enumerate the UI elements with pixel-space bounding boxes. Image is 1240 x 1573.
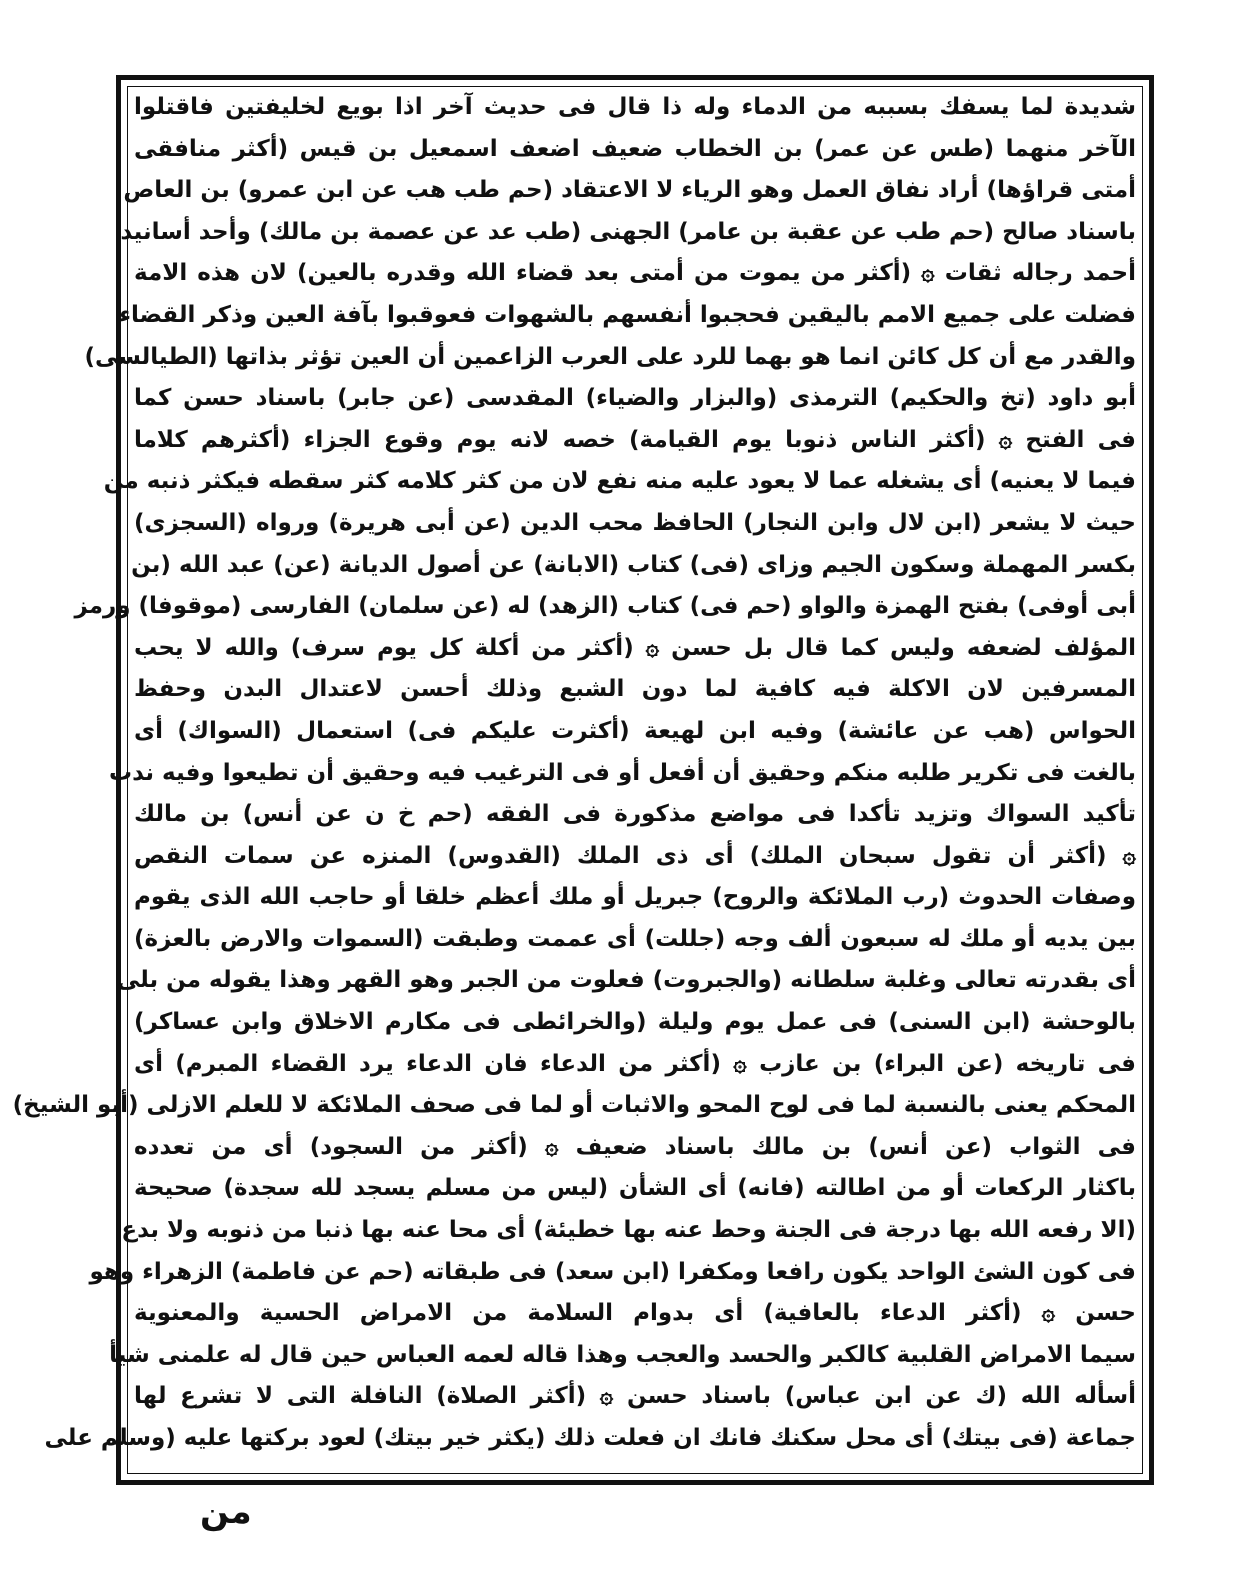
- catchword: من: [200, 1492, 252, 1532]
- text-line: تأكيد السواك وتزيد تأكدا فى مواضع مذكورة فى الفقه (حم خ ن عن أنس) بن مالك: [134, 801, 1136, 828]
- text-line: (الا رفعه الله بها درجة فى الجنة وحط عنه بها خطيئة) أى محا عنه بها ذنبا من ذنوبه ولا بدع: [121, 1217, 1136, 1244]
- text-line: الآخر منهما (طس عن عمر) بن الخطاب ضعيف اضعف اسمعيل بن قيس (أكثر منافقى: [134, 135, 1136, 162]
- text-line: أحمد رجاله ثقات ۞ (أكثر من يموت من أمتى بعد قضاء الله وقدره بالعين) لان هذه الامة: [134, 260, 1136, 287]
- text-line: فى الفتح ۞ (أكثر الناس ذنوبا يوم القيامة) خصه لانه يوم وقوع الجزاء (أكثرهم كلاما: [134, 426, 1136, 453]
- text-line: وصفات الحدوث (رب الملائكة والروح) جبريل أو ملك أعظم خلقا أو حاجب الله الذى يقوم: [134, 884, 1136, 911]
- text-line: أبى أوفى) بفتح الهمزة والواو (حم فى) كتاب (الزهد) له (عن سلمان) الفارسى (موقوفا) ورمز: [74, 593, 1136, 620]
- text-line: أى بقدرته تعالى وغلبة سلطانه (والجبروت) فعلوت من الجبر وهو القهر وهذا يقوله من بلى: [116, 967, 1136, 994]
- text-line: حسن ۞ (أكثر الدعاء بالعافية) أى بدوام السلامة من الامراض الحسية والمعنوية: [134, 1300, 1136, 1327]
- text-line: والقدر مع أن كل كائن انما هو بهما للرد على العرب الزاعمين أن العين تؤثر بذاتها (الطيالسى): [84, 343, 1136, 370]
- text-line: فى تاريخه (عن البراء) بن عازب ۞ (أكثر من الدعاء فان الدعاء يرد القضاء المبرم) أى: [134, 1050, 1136, 1077]
- text-line: أبو داود (تخ والحكيم) الترمذى (والبزار والضياء) المقدسى (عن جابر) باسناد حسن كما: [134, 385, 1136, 412]
- text-line: المؤلف لضعفه وليس كما قال بل حسن ۞ (أكثر من أكلة كل يوم سرف) والله لا يحب: [134, 634, 1136, 661]
- main-text: [12, 87, 1136, 1460]
- text-line: ۞ (أكثر أن تقول سبحان الملك) أى ذى الملك (القدوس) المنزه عن سمات النقص: [134, 842, 1136, 869]
- text-line: باسناد صالح (حم طب عن عقبة بن عامر) الجهنى (طب عد عن عصمة بن مالك) وأحد أسانيد: [120, 218, 1136, 245]
- text-line: الحواس (هب عن عائشة) وفيه ابن لهيعة (أكثرت عليكم فى) استعمال (السواك) أى: [134, 717, 1136, 744]
- text-line: أمتى قراؤها) أراد نفاق العمل وهو الرياء لا الاعتقاد (حم طب هب عن ابن عمرو) بن العاص: [123, 177, 1136, 204]
- text-line: بين يديه أو ملك له سبعون ألف وجه (جللت) أى عممت وطبقت (السموات والارض بالعزة): [134, 925, 1136, 952]
- text-line: سيما الامراض القلبية كالكبر والحسد والعجب وهذا قاله لعمه العباس حين قال له علمنى شيأ: [109, 1341, 1136, 1368]
- text-line: فضلت على جميع الامم باليقين فحجبوا أنفسهم بالشهوات فعوقبوا بآفة العين وذكر القضاء: [119, 301, 1136, 328]
- text-line: شديدة لما يسفك بسببه من الدماء وله ذا قال فى حديث آخر اذا بويع لخليفتين فاقتلوا: [134, 94, 1136, 120]
- text-line: حيث لا يشعر (ابن لال وابن النجار) الحافظ محب الدين (عن أبى هريرة) ورواه (السجزى): [134, 509, 1136, 536]
- text-line: باكثار الركعات أو من اطالته (فانه) أى الشأن (ليس من مسلم يسجد لله سجدة) صحيحة: [134, 1175, 1136, 1202]
- text-line: فى كون الشئ الواحد يكون رافعا ومكفرا (ابن سعد) فى طبقاته (حم عن فاطمة) الزهراء وهو: [89, 1258, 1136, 1285]
- text-line: فى الثواب (عن أنس) بن مالك باسناد ضعيف ۞ (أكثر من السجود) أى من تعدده: [134, 1133, 1136, 1160]
- text-line: فيما لا يعنيه) أى يشغله عما لا يعود عليه منه نفع لان من كثر كلامه كثر سقطه فيكثر ذنبه من: [103, 468, 1136, 495]
- text-line: بكسر المهملة وسكون الجيم وزاى (فى) كتاب (الابانة) عن أصول الديانة (عن) عبد الله (بن: [131, 551, 1136, 578]
- text-line: المحكم يعنى بالنسبة لما فى لوح المحو والاثبات أو لما فى صحف الملائكة لا للعلم الازلى (أبو الشيخ): [12, 1092, 1136, 1119]
- text-line: بالغت فى تكرير طلبه منكم وحقيق أن أفعل أو فى الترغيب فيه وحقيق أن تطيعوا وفيه ندب: [109, 759, 1136, 786]
- text-line: جماعة (فى بيتك) أى محل سكنك فانك ان فعلت ذلك (يكثر خير بيتك) لعود بركتها عليه (وسلم على: [44, 1425, 1136, 1451]
- page-border: [12, 75, 1154, 1485]
- text-line: المسرفين لان الاكلة فيه كافية لما دون الشبع وذلك أحسن لاعتدال البدن وحفظ: [134, 676, 1136, 703]
- text-line: بالوحشة (ابن السنى) فى عمل يوم وليلة (والخرائطى فى مكارم الاخلاق وابن عساكر): [134, 1009, 1136, 1036]
- inner-border: [12, 86, 1143, 1474]
- text-line: أسأله الله (ك عن ابن عباس) باسناد حسن ۞ (أكثر الصلاة) النافلة التى لا تشرع لها: [134, 1383, 1136, 1410]
